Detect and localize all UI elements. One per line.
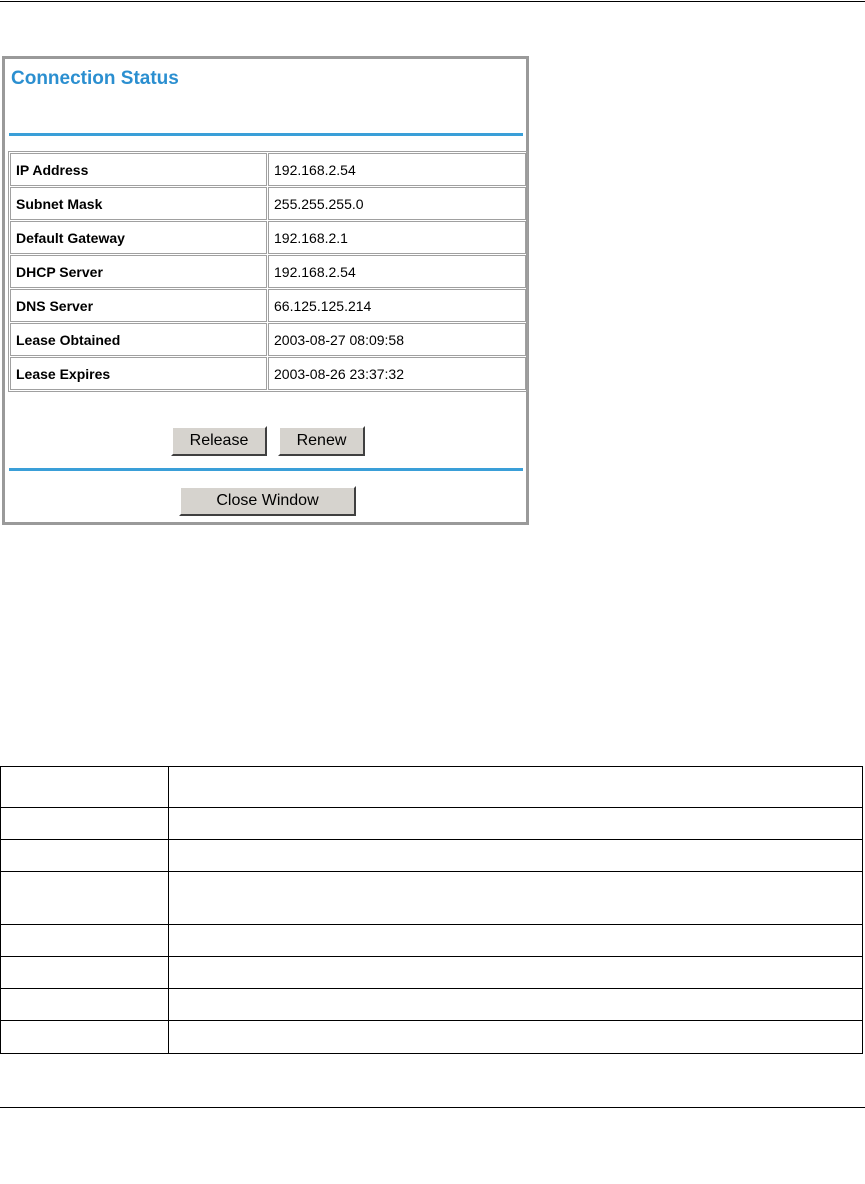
lease-expires-value: 2003-08-26 23:37:32 (268, 357, 526, 390)
table-row (10, 323, 526, 356)
table-row (10, 289, 526, 322)
table-row (10, 187, 526, 220)
button-divider (9, 468, 523, 471)
table-cell (1, 872, 169, 925)
table-cell (1, 989, 169, 1021)
table-cell (1, 925, 169, 957)
dhcp-server-label: DHCP Server (10, 255, 267, 288)
table-cell (169, 1021, 863, 1054)
window-title: Connection Status (11, 68, 179, 89)
lease-expires-label: Lease Expires (10, 357, 267, 390)
table-row (1, 872, 863, 925)
dns-server-label: DNS Server (10, 289, 267, 322)
table-cell (1, 808, 169, 840)
table-cell (1, 957, 169, 989)
table-cell (169, 989, 863, 1021)
connection-details-table (8, 151, 528, 392)
table-cell (169, 767, 863, 808)
table-cell (169, 808, 863, 840)
table-cell (169, 925, 863, 957)
subnet-mask-value: 255.255.255.0 (268, 187, 526, 220)
table-row (10, 153, 526, 186)
table-row (10, 255, 526, 288)
page-footer-rule (0, 1107, 865, 1108)
table-row (1, 989, 863, 1021)
table-cell (1, 840, 169, 872)
dhcp-server-value: 192.168.2.54 (268, 255, 526, 288)
table-row (10, 357, 526, 390)
table-row (10, 221, 526, 254)
table-cell (1, 767, 169, 808)
ip-address-label: IP Address (10, 153, 267, 186)
default-gateway-label: Default Gateway (10, 221, 267, 254)
renew-button[interactable]: Renew (278, 426, 365, 456)
table-cell (1, 1021, 169, 1054)
table-cell (169, 957, 863, 989)
table-row (1, 808, 863, 840)
lease-obtained-label: Lease Obtained (10, 323, 267, 356)
title-divider (9, 133, 523, 136)
page-header-rule (0, 1, 865, 2)
connection-status-window (2, 56, 529, 525)
table-row (1, 925, 863, 957)
table-row (1, 840, 863, 872)
default-gateway-value: 192.168.2.1 (268, 221, 526, 254)
ip-address-value: 192.168.2.54 (268, 153, 526, 186)
dns-server-value: 66.125.125.214 (268, 289, 526, 322)
description-table (0, 766, 863, 1054)
table-row (1, 957, 863, 989)
table-cell (169, 840, 863, 872)
table-row (1, 1021, 863, 1054)
lease-obtained-value: 2003-08-27 08:09:58 (268, 323, 526, 356)
close-window-button[interactable]: Close Window (179, 486, 356, 516)
table-cell (169, 872, 863, 925)
release-button[interactable]: Release (171, 426, 267, 456)
table-row (1, 767, 863, 808)
subnet-mask-label: Subnet Mask (10, 187, 267, 220)
